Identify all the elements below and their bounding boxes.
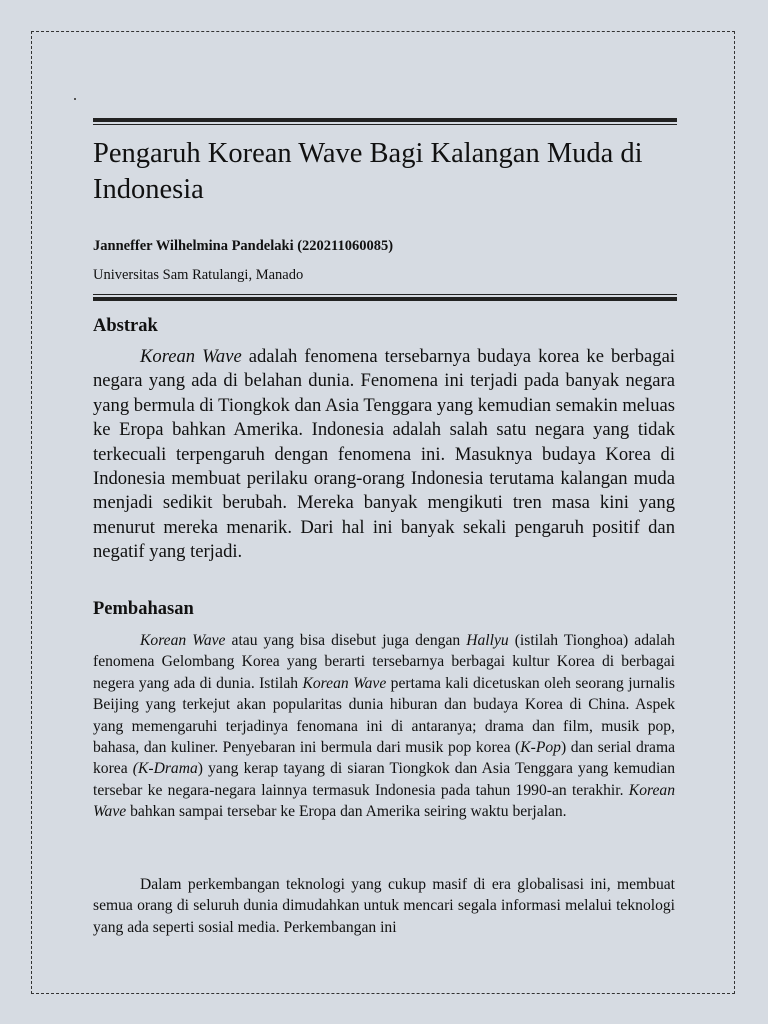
para1-term-1: Korean Wave bbox=[140, 632, 226, 649]
para1-term-2: Hallyu bbox=[466, 632, 509, 649]
document-title: Pengaruh Korean Wave Bagi Kalangan Muda di Indonesia bbox=[93, 138, 643, 205]
para1-text-6: bahkan sampai tersebar ke Eropa dan Amerika seiring waktu berjalan. bbox=[126, 803, 567, 821]
para1-text-1: atau yang bisa disebut juga dengan bbox=[225, 632, 467, 649]
para1-text-4: ) dan serial drama korea bbox=[93, 739, 676, 778]
author-line: Janneffer Wilhelmina Pandelaki (220211060085) bbox=[93, 238, 394, 254]
body-paragraph-2: Dalam perkembangan teknologi yang cukup masif di era globalisasi ini, membuat semua orang di seluruh dunia dimudahkan untuk mencari segala informasi melalui teknologi yang ada seperti sosial media. Perkembangan ini bbox=[93, 876, 675, 936]
para1-term-5: (K-Drama bbox=[132, 760, 198, 778]
abstract-text: adalah fenomena tersebarnya budaya korea ke berbagai negara yang ada di belahan dunia. Fenomena ini terjadi pada banyak negara yang bermula di Tiongkok dan Asia Tenggara yang kemudian semakin meluas ke Eropa bahkan Amerika. Indonesia adalah salah satu negara yang tidak terkecuali terpengaruh dengan fenomena ini. Masuknya budaya Korea di Indonesia membuat perilaku orang-orang Indonesia terutama kalangan muda menjadi sedikit berubah. Mereka banyak mengikuti tren masa kini yang menurut mereka menarik. Dari hal ini banyak sekali pengaruh positif dan negatif yang terjadi. bbox=[93, 346, 676, 563]
abstract-heading: Abstrak bbox=[93, 316, 158, 336]
abstract-term: Korean Wave bbox=[140, 346, 242, 367]
speck-mark bbox=[74, 98, 76, 100]
para1-term-4: K-Pop bbox=[520, 739, 561, 757]
section-heading: Pembahasan bbox=[93, 599, 194, 619]
header-double-rule bbox=[93, 294, 677, 304]
affiliation-line: Universitas Sam Ratulangi, Manado bbox=[93, 267, 304, 283]
abstract-paragraph bbox=[93, 345, 675, 565]
para1-text-2: (istilah Tionghoa) adalah fenomena Gelombang Korea yang berarti tersebarnya berbagai kultur Korea di berbagai negera yang ada di dunia. Istilah bbox=[93, 632, 675, 692]
para1-text-5: ) yang kerap tayang di siaran Tiongkok dan Asia Tenggara yang kemudian tersebar ke negara-negara lainnya termasuk Indonesia pada tahun 1990-an terakhir. bbox=[93, 760, 675, 799]
para1-text-3: pertama kali dicetuskan oleh seorang jurnalis Beijing yang terkejut akan popularitas dunia hiburan dan budaya Korea di China. Aspek yang memengaruhi terjadinya fenomana ini di antaranya; drama dan film, musik pop, bahasa, dan kuliner. Penyebaran ini bermula dari musik pop korea ( bbox=[93, 674, 675, 757]
body-paragraph-1 bbox=[93, 630, 675, 823]
body-paragraph-2-container bbox=[93, 874, 675, 938]
top-double-rule bbox=[93, 118, 677, 126]
para1-term-6: Korean Wave bbox=[93, 781, 675, 821]
para1-term-3: Korean Wave bbox=[302, 674, 387, 692]
